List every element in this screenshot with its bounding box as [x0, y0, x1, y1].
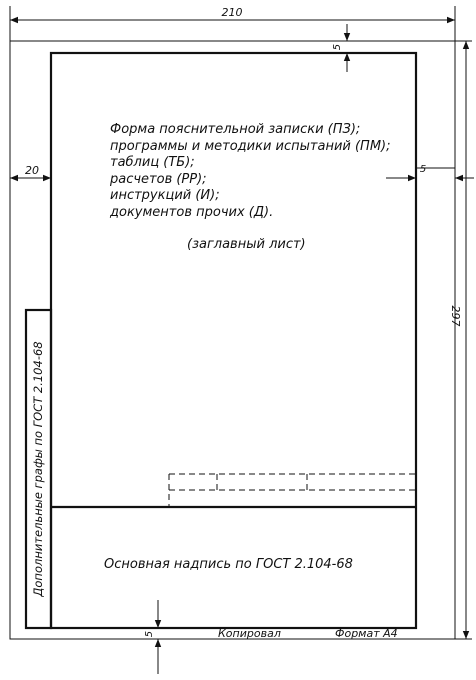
main-text-line-2: программы и методики испытаний (ПМ); [110, 139, 391, 154]
dimension-right-margin [386, 164, 474, 178]
main-text-subtitle: (заглавный лист) [187, 237, 306, 252]
dimension-height-label: 297 [449, 305, 462, 327]
dimension-width [10, 6, 455, 41]
main-text-block [109, 122, 391, 252]
main-text-line-4: расчетов (РР); [110, 172, 207, 187]
side-column-label: Дополнительные графы по ГОСТ 2.104-68 [31, 341, 45, 597]
dimension-top-margin [332, 24, 347, 72]
title-block-label: Основная надпись по ГОСТ 2.104-68 [104, 557, 353, 572]
dimension-width-label: 210 [221, 6, 243, 19]
footer-copied: Копировал [218, 627, 281, 640]
dimension-left-margin-label: 20 [25, 164, 39, 177]
footer-format: Формат А4 [335, 627, 398, 640]
main-text-line-1: Форма пояснительной записки (ПЗ); [110, 122, 361, 137]
dashed-table [169, 474, 416, 507]
dimension-left-margin [10, 164, 51, 178]
dimension-bottom-margin [144, 600, 158, 674]
dimension-right-margin-label: 5 [419, 164, 427, 175]
dimension-bottom-margin-label: 5 [144, 630, 155, 638]
dimension-top-margin-label: 5 [332, 43, 343, 51]
main-text-line-5: инструкций (И); [110, 188, 220, 203]
main-text-line-3: таблиц (ТБ); [110, 155, 195, 170]
dimension-height [449, 41, 472, 639]
main-text-line-6: документов прочих (Д). [110, 205, 274, 220]
